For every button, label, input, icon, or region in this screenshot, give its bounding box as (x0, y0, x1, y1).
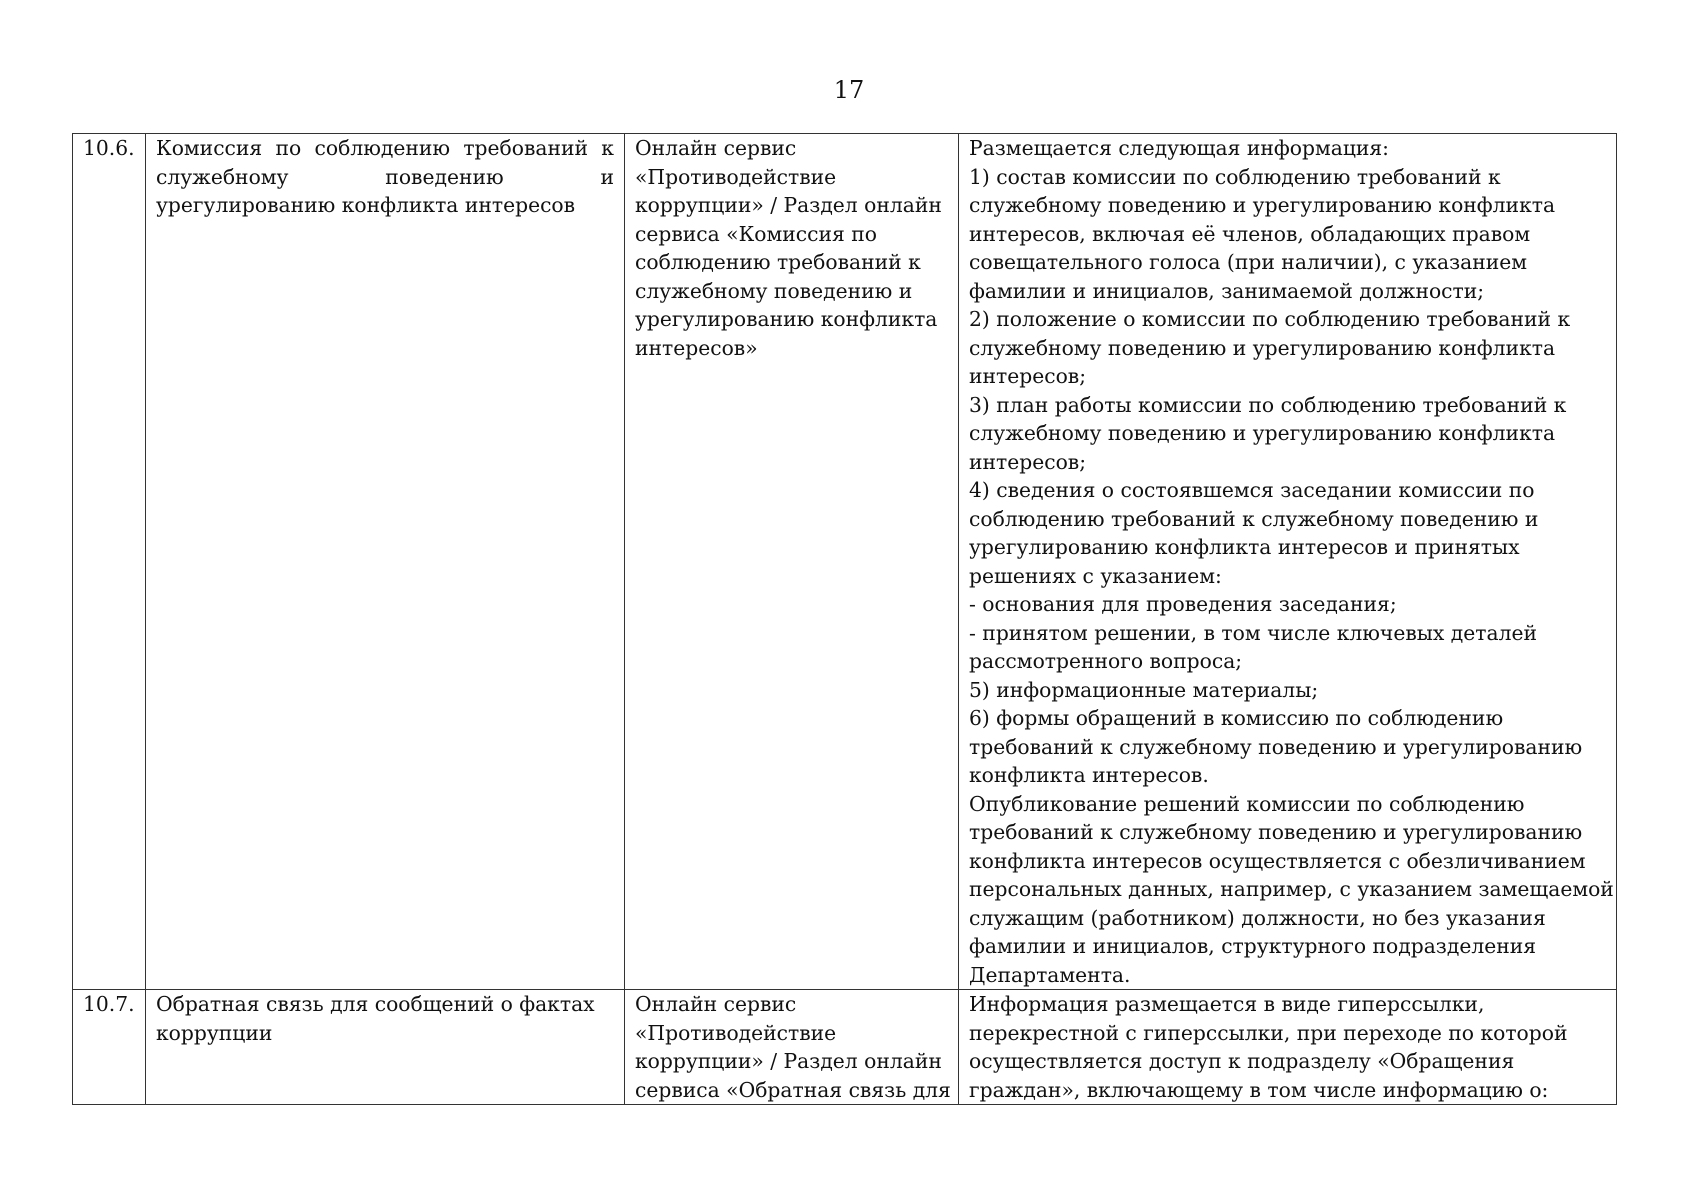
text-line: перекрестной с гиперссылки, при переходе по которой (969, 1020, 1568, 1045)
text-line: интересов» (635, 335, 758, 360)
text-line: 5) информационные материалы; (969, 677, 1319, 702)
text-line: осуществляется доступ к подразделу «Обращения (969, 1049, 1515, 1073)
text-line: - принятом решении, в том числе ключевых деталей (969, 620, 1537, 645)
document-table (72, 133, 1617, 1105)
text-line: интересов; (969, 364, 1087, 388)
text-line: коррупции (156, 1020, 273, 1045)
row-info (959, 134, 1617, 990)
text-line: коррупции» / Раздел онлайн (635, 1049, 942, 1073)
table-row (73, 134, 1617, 990)
text-line: служебному поведению и урегулированию конфликта (969, 335, 1556, 360)
text-line: Обратная связь для сообщений о фактах (156, 992, 595, 1016)
text-line: совещательного голоса (при наличии), с указанием (969, 250, 1528, 274)
text-line: Информация размещается в виде гиперссылки, (969, 992, 1485, 1016)
text-line: урегулированию конфликта интересов и принятых (969, 535, 1520, 559)
text-line: 3) план работы комиссии по соблюдению требований к (969, 392, 1567, 417)
text-line: соблюдению требований к (635, 250, 921, 274)
text-line: 6) формы обращений в комиссию по соблюдению (969, 706, 1504, 730)
row-info (959, 990, 1617, 1105)
text-line: «Противодействие (635, 1020, 837, 1045)
text-line: требований к служебному поведению и урегулированию (969, 734, 1583, 759)
text-line: коррупции» / Раздел онлайн (635, 193, 942, 217)
text-line: требований к служебному поведению и урегулированию (969, 820, 1583, 844)
page-number: 17 (833, 76, 865, 104)
text-line: рассмотренного вопроса; (969, 649, 1243, 673)
text-line: служебному поведению и (635, 278, 913, 303)
text-line: служащим (работником) должности, но без указания (969, 905, 1546, 930)
text-line: 1) состав комиссии по соблюдению требований к (969, 164, 1501, 189)
text-line: фамилии и инициалов, структурного подразделения (969, 934, 1537, 958)
text-line: сервиса «Комиссия по (635, 221, 877, 246)
text-line: 4) сведения о состоявшемся заседании комиссии по (969, 478, 1535, 502)
text-line: - основания для проведения заседания; (969, 592, 1397, 616)
text-line: граждан», включающему в том числе информацию о: (969, 1077, 1549, 1102)
text-line: 2) положение о комиссии по соблюдению требований к (969, 307, 1571, 331)
text-line: Опубликование решений комиссии по соблюдению (969, 791, 1525, 816)
row-name (146, 990, 625, 1105)
row-number: 10.6. (73, 134, 146, 990)
row-name: Комиссия по соблюдению требований к служебному поведению и урегулированию конфликта интересов (146, 134, 625, 990)
row-number: 10.7. (73, 990, 146, 1105)
text-line: сервиса «Обратная связь для (635, 1077, 951, 1102)
text-line: Департамента. (969, 962, 1131, 987)
row-location (625, 134, 959, 990)
text-line: интересов, включая её членов, обладающих правом (969, 221, 1531, 246)
text-line: конфликта интересов. (969, 763, 1209, 787)
text-line: служебному поведению и урегулированию конфликта (969, 421, 1556, 445)
text-line: Онлайн сервис (635, 992, 797, 1016)
text-line: интересов; (969, 449, 1087, 474)
text-line: Онлайн сервис (635, 136, 797, 160)
text-line: Размещается следующая информация: (969, 136, 1390, 160)
text-line: фамилии и инициалов, занимаемой должности; (969, 278, 1485, 303)
row-location (625, 990, 959, 1105)
text-line: конфликта интересов осуществляется с обезличиванием (969, 848, 1586, 873)
text-line: персональных данных, например, с указанием замещаемой (969, 877, 1614, 901)
table-row (73, 990, 1617, 1105)
text-line: «Противодействие (635, 164, 837, 189)
text-line: решениях с указанием: (969, 563, 1222, 588)
text-line: соблюдению требований к служебному поведению и (969, 506, 1539, 531)
text-line: служебному поведению и урегулированию конфликта (969, 193, 1556, 217)
text-line: урегулированию конфликта (635, 307, 938, 331)
